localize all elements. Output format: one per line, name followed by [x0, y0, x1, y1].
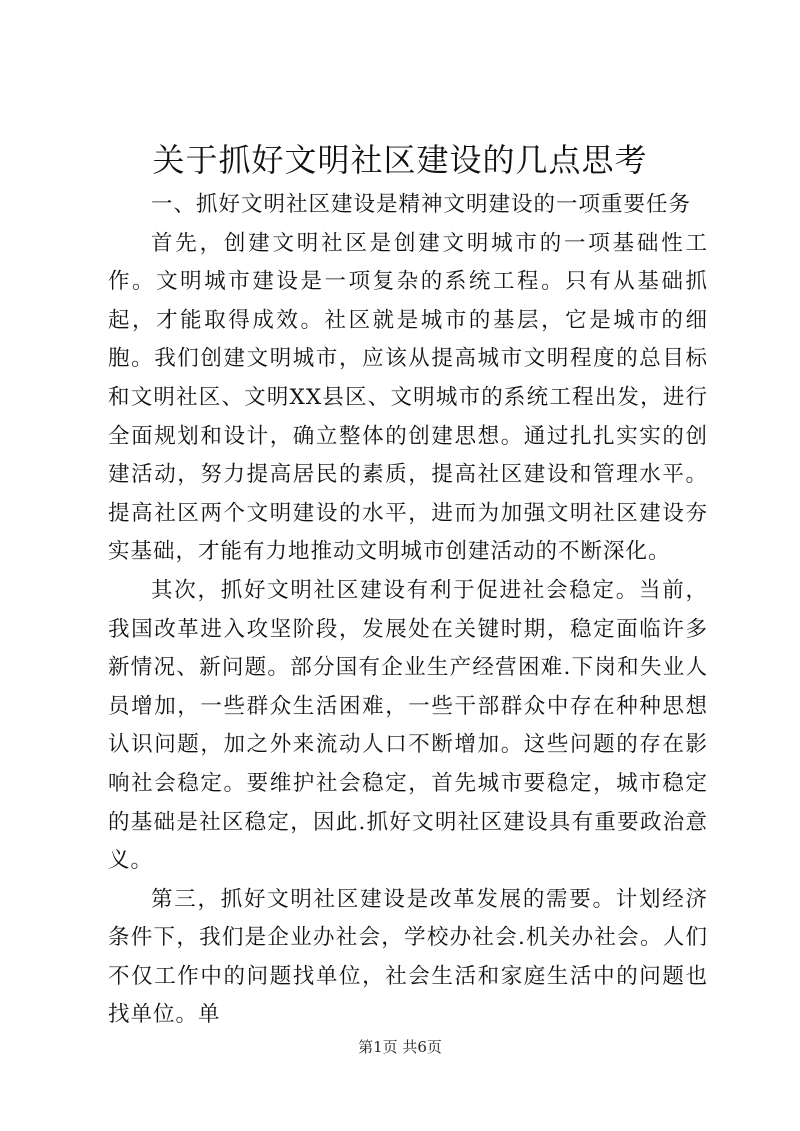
- paragraph-3: 第三，抓好文明社区建设是改革发展的需要。计划经济条件下，我们是企业办社会，学校办社会.机关办社会。人们不仅工作中的问题找单位，社会生活和家庭生活中的问题也找单位。单: [108, 886, 708, 1028]
- page-number: 第1页 共6页: [358, 1038, 442, 1056]
- paragraph-2: 其次，抓好文明社区建设有利于促进社会稳定。当前，我国改革进入攻坚阶段，发展处在关键时期，稳定面临许多新情况、新问题。部分国有企业生产经营困难.下岗和失业人员增加，一些群众生活困难，一些干部群众中存在种种思想认识问题，加之外来流动人口不断增加。这些问题的存在影响社会稳定。要维护社会稳定，首先城市要稳定，城市稳定的基础是社区稳定，因此.抓好文明社区建设具有重要政治意义。: [108, 577, 708, 874]
- document-body: [108, 186, 708, 1035]
- section-heading: 一、抓好文明社区建设是精神文明建设的一项重要任务: [151, 192, 692, 217]
- document-title: 关于抓好文明社区建设的几点思考: [152, 141, 648, 179]
- paragraph-1: 首先，创建文明社区是创建文明城市的一项基础性工作。文明城市建设是一项复杂的系统工程。只有从基础抓起，才能取得成效。社区就是城市的基层，它是城市的细胞。我们创建文明城市，应该从提高城市文明程度的总目标和文明社区、文明XX县区、文明城市的系统工程出发，进行全面规划和设计，确立整体的创建思想。通过扎扎实实的创建活动，努力提高居民的素质，提高社区建设和管理水平。提高社区两个文明建设的水平，进而为加强文明社区建设夯实基础，才能有力地推动文明城市创建活动的不断深化。: [108, 230, 708, 565]
